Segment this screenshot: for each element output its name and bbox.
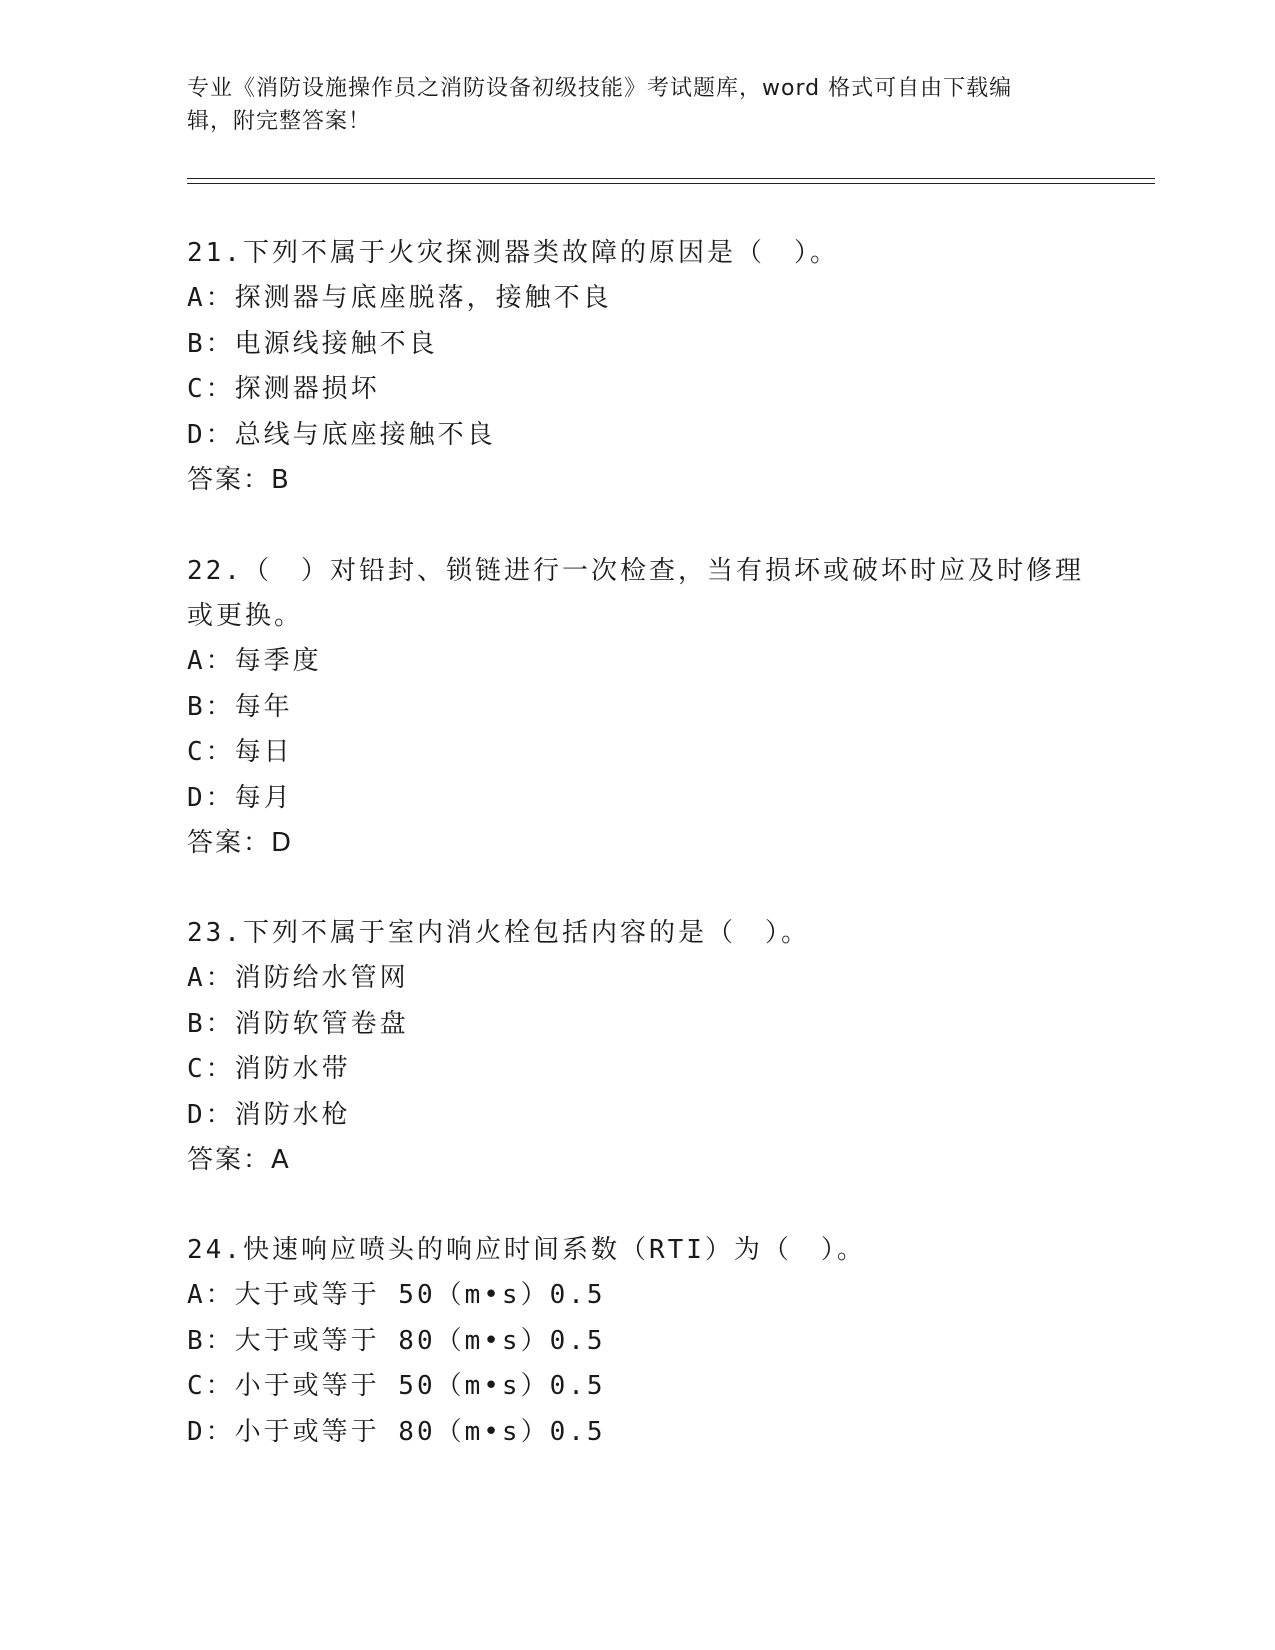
header-line-2: 辑，附完整答案！ bbox=[187, 109, 372, 134]
option-a: A：消防给水管网 bbox=[187, 963, 409, 993]
option-d: D：总线与底座接触不良 bbox=[187, 419, 496, 450]
document-header bbox=[187, 72, 1067, 138]
answer-label: 答案： bbox=[187, 828, 272, 858]
header-divider-top bbox=[187, 178, 1155, 179]
answer-value: B bbox=[271, 465, 291, 495]
header-line-1: 专业《消防设施操作员之消防设备初级技能》考试题库，word 格式可自由下载编 bbox=[187, 76, 1013, 101]
option-c: C：每日 bbox=[187, 737, 293, 767]
option-b: B：电源线接触不良 bbox=[187, 328, 438, 359]
answer-value: D bbox=[271, 828, 294, 858]
option-d: D：小于或等于 80（m•s）0.5 bbox=[187, 1416, 606, 1447]
question-stem: 23.下列不属于室内消火栓包括内容的是（ ）。 bbox=[187, 918, 810, 948]
answer-label: 答案： bbox=[187, 465, 272, 495]
header-divider-bottom bbox=[187, 183, 1155, 184]
question-23 bbox=[187, 911, 1087, 1183]
option-a: A：探测器与底座脱落，接触不良 bbox=[187, 283, 612, 313]
option-d: D：消防水枪 bbox=[187, 1099, 351, 1130]
question-stem: 22.（ ）对铅封、锁链进行一次检查，当有损坏或破坏时应及时修理或更换。 bbox=[187, 556, 1084, 631]
question-24 bbox=[187, 1228, 1087, 1455]
question-22 bbox=[187, 549, 1087, 866]
option-c: C：探测器损坏 bbox=[187, 374, 380, 404]
question-stem: 21.下列不属于火灾探测器类故障的原因是（ ）。 bbox=[187, 238, 839, 268]
question-stem: 24.快速响应喷头的响应时间系数（RTI）为（ ）。 bbox=[187, 1235, 866, 1265]
option-b: B：每年 bbox=[187, 691, 293, 722]
answer-label: 答案： bbox=[187, 1145, 272, 1175]
option-b: B：消防软管卷盘 bbox=[187, 1008, 409, 1039]
answer-line bbox=[187, 1138, 1087, 1183]
answer-line bbox=[187, 821, 1087, 866]
option-c: C：小于或等于 50（m•s）0.5 bbox=[187, 1371, 606, 1401]
answer-line bbox=[187, 458, 1087, 503]
option-c: C：消防水带 bbox=[187, 1054, 351, 1084]
option-a: A：大于或等于 50（m•s）0.5 bbox=[187, 1280, 606, 1310]
option-d: D：每月 bbox=[187, 782, 293, 813]
answer-value: A bbox=[271, 1145, 291, 1175]
option-a: A：每季度 bbox=[187, 646, 322, 676]
question-21 bbox=[187, 231, 1087, 503]
option-b: B：大于或等于 80（m•s）0.5 bbox=[187, 1325, 606, 1356]
